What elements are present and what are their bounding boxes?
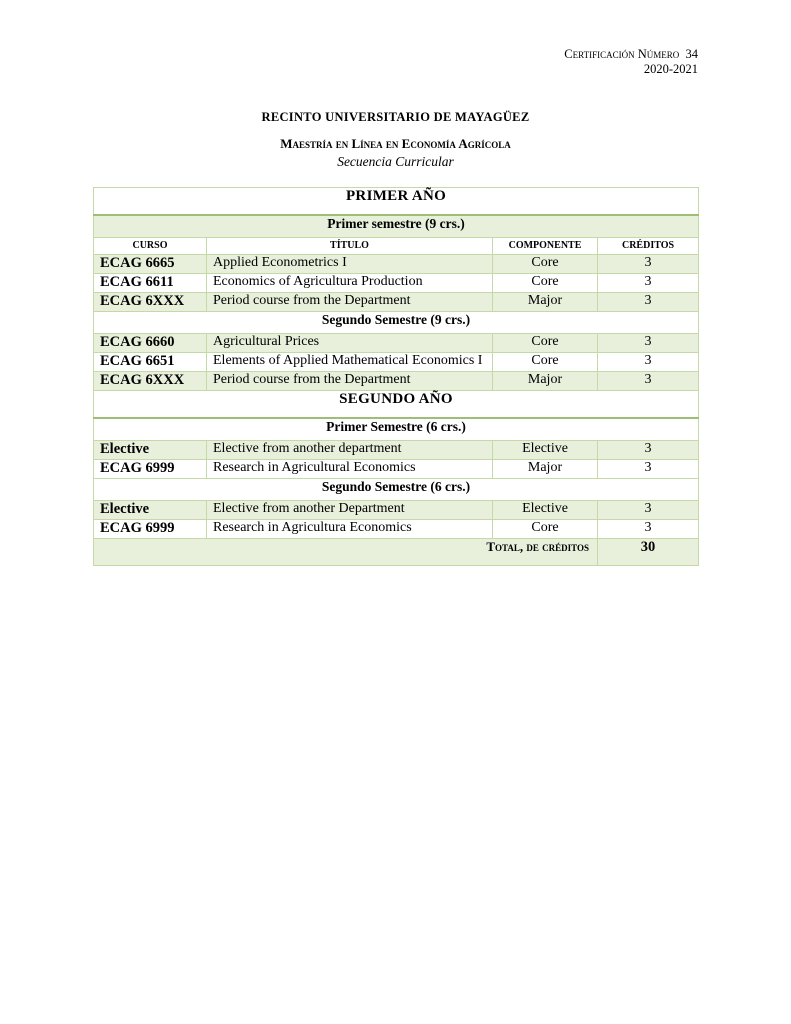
course-code: ECAG 6660 (94, 334, 207, 353)
course-title: Applied Econometrics I (207, 255, 493, 274)
course-row (94, 460, 699, 479)
semester-label: Segundo Semestre (9 crs.) (94, 312, 699, 334)
year-range: 2020-2021 (643, 62, 698, 76)
course-credits: 3 (598, 274, 699, 293)
course-title: Elements of Applied Mathematical Economics I (207, 353, 493, 372)
course-title: Elective from another department (207, 441, 493, 460)
course-code: ECAG 6651 (94, 353, 207, 372)
component-column-header: COMPONENTE (493, 238, 598, 255)
total-row (94, 539, 699, 566)
semester-row (94, 312, 699, 334)
course-code: ECAG 6999 (94, 460, 207, 479)
year-header-row (94, 188, 699, 216)
course-component: Elective (493, 441, 598, 460)
course-credits: 3 (598, 520, 699, 539)
course-row (94, 501, 699, 520)
curriculum-table (93, 187, 699, 566)
course-title: Period course from the Department (207, 372, 493, 391)
semester-row (94, 479, 699, 501)
course-row (94, 441, 699, 460)
course-code: ECAG 6999 (94, 520, 207, 539)
course-column-header: CURSO (94, 238, 207, 255)
course-code: Elective (94, 441, 207, 460)
course-component: Core (493, 255, 598, 274)
course-component: Elective (493, 501, 598, 520)
course-row (94, 334, 699, 353)
course-component: Major (493, 460, 598, 479)
title-column-header: TÍTULO (207, 238, 493, 255)
course-title: Period course from the Department (207, 293, 493, 312)
course-title: Research in Agricultural Economics (207, 460, 493, 479)
course-code: ECAG 6XXX (94, 372, 207, 391)
credits-column-header: CRÉDITOS (598, 238, 699, 255)
course-row (94, 353, 699, 372)
course-row (94, 274, 699, 293)
semester-label: Segundo Semestre (6 crs.) (94, 479, 699, 501)
course-row (94, 255, 699, 274)
semester-label: Primer semestre (9 crs.) (94, 215, 699, 238)
course-credits: 3 (598, 372, 699, 391)
course-code: ECAG 6611 (94, 274, 207, 293)
program-title: Maestría en Línea en Economía Agrícola (280, 136, 511, 151)
course-title: Economics of Agricultura Production (207, 274, 493, 293)
course-code: ECAG 6665 (94, 255, 207, 274)
semester-label: Primer Semestre (6 crs.) (94, 418, 699, 441)
course-row (94, 293, 699, 312)
course-component: Core (493, 353, 598, 372)
course-component: Major (493, 372, 598, 391)
certification-label: Certificación Número (564, 47, 680, 61)
year-header-row (94, 391, 699, 419)
semester-row (94, 418, 699, 441)
course-credits: 3 (598, 441, 699, 460)
course-component: Core (493, 520, 598, 539)
document-subtitle: Secuencia Curricular (337, 154, 454, 169)
year-label: SEGUNDO AÑO (94, 391, 699, 419)
total-credits-value: 30 (598, 539, 699, 566)
certification-number: 34 (685, 47, 698, 61)
total-credits-label: Total, de créditos (94, 539, 598, 566)
course-title: Agricultural Prices (207, 334, 493, 353)
course-component: Core (493, 334, 598, 353)
year-label: PRIMER AÑO (94, 188, 699, 216)
course-credits: 3 (598, 334, 699, 353)
course-row (94, 372, 699, 391)
semester-row (94, 215, 699, 238)
course-credits: 3 (598, 460, 699, 479)
course-row (94, 520, 699, 539)
course-credits: 3 (598, 255, 699, 274)
column-header-row (94, 238, 699, 255)
campus-title: RECINTO UNIVERSITARIO DE MAYAGÜEZ (261, 110, 530, 124)
course-credits: 3 (598, 293, 699, 312)
course-credits: 3 (598, 501, 699, 520)
course-component: Major (493, 293, 598, 312)
course-title: Elective from another Department (207, 501, 493, 520)
course-title: Research in Agricultura Economics (207, 520, 493, 539)
course-component: Core (493, 274, 598, 293)
course-code: Elective (94, 501, 207, 520)
course-credits: 3 (598, 353, 699, 372)
certification-header (564, 47, 698, 77)
course-code: ECAG 6XXX (94, 293, 207, 312)
